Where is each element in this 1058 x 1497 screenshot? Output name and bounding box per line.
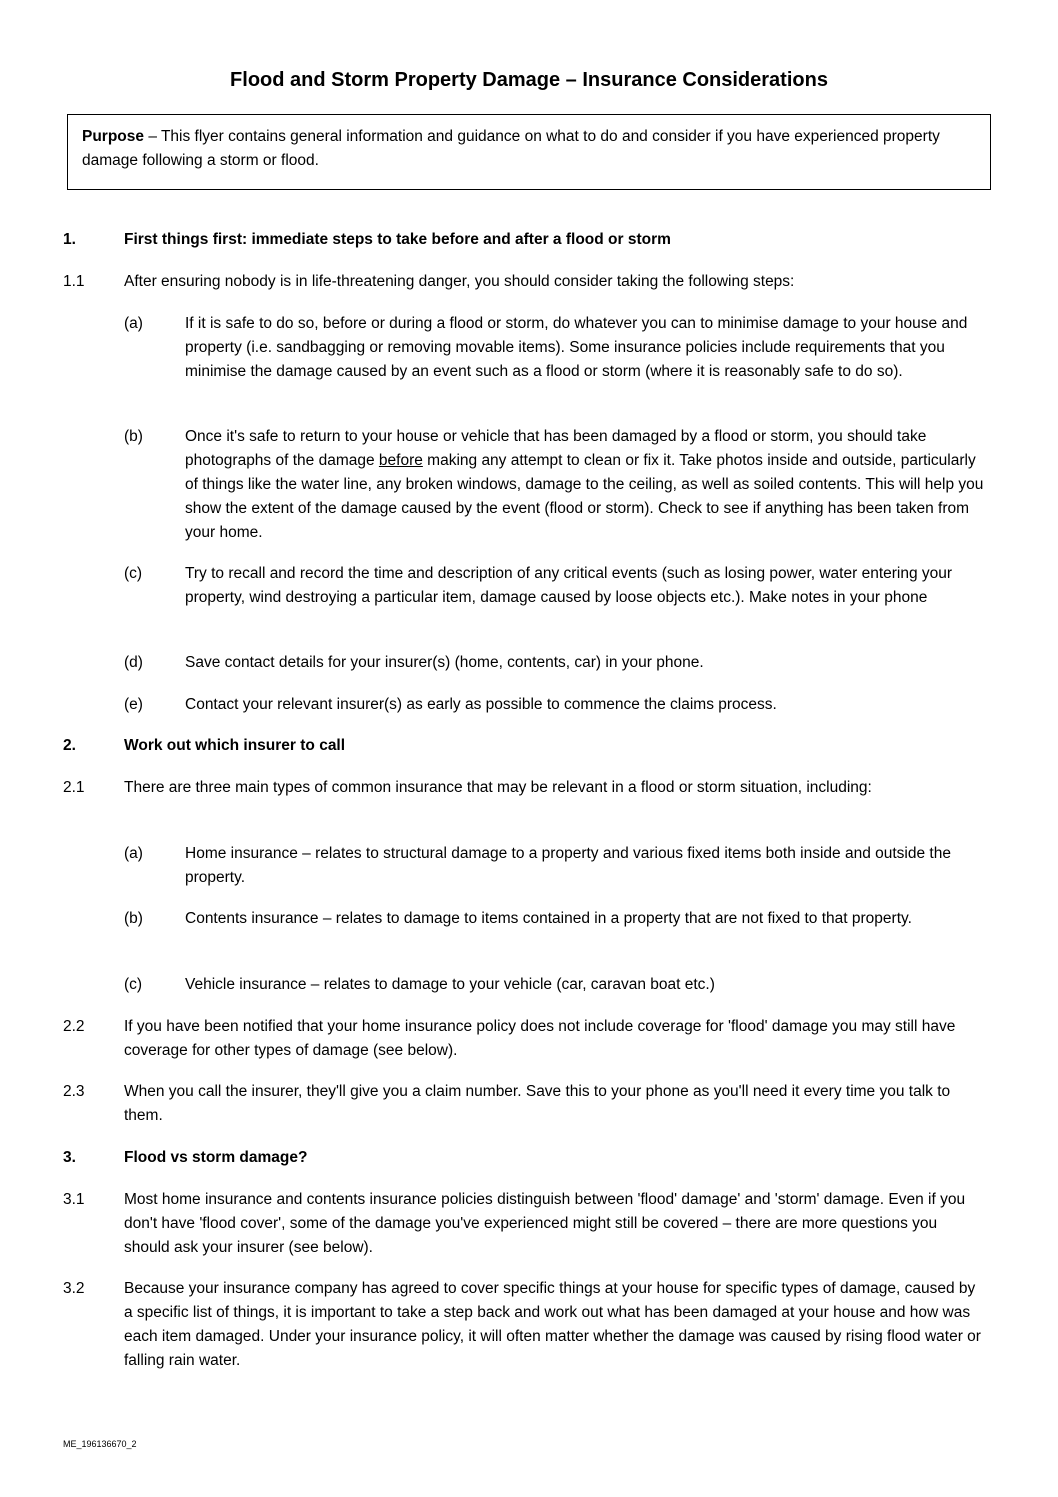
paragraph-number: 2.3 [63, 1083, 85, 1100]
section-title: First things first: immediate steps to take before and after a flood or storm [124, 231, 671, 248]
item-text: Contents insurance – relates to damage to items contained in a property that are not fixed to that property. [185, 910, 912, 927]
item-label: (d) [124, 654, 143, 671]
section-number: 3. [63, 1149, 76, 1166]
paragraph-text: Most home insurance and contents insurance policies distinguish between 'flood' damage' and 'storm' damage. Even if you don't have 'flood cover', some of the damage you've experienced might still be covered – there are more questions you should ask your insurer (see below). [124, 1191, 966, 1256]
item-label: (e) [124, 696, 143, 713]
item-text: Home insurance – relates to structural damage to a property and various fixed items both inside and outside the property. [185, 845, 951, 886]
paragraph-number: 2.1 [63, 779, 85, 796]
item-label: (c) [124, 565, 143, 582]
item-text: Save contact details for your insurer(s) (home, contents, car) in your phone. [185, 654, 704, 671]
paragraph-text: Because your insurance company has agreed to cover specific things at your house for specific types of damage, caused by a specific list of things, it is important to take a step back and work out what has been damaged at your house and how was each item damaged. Under your insurance policy, it will often matter whether the damage was caused by rising flood water or falling rain water. [124, 1280, 981, 1369]
item-label: (b) [124, 428, 143, 445]
paragraph-text: There are three main types of common insurance that may be relevant in a flood or storm situation, including: [124, 779, 872, 796]
purpose-text: – This flyer contains general information and guidance on what to do and consider if you have experienced property damage following a storm or flood. [82, 128, 940, 169]
purpose-label: Purpose [82, 128, 145, 145]
item-label: (b) [124, 910, 143, 927]
paragraph-number: 3.2 [63, 1280, 85, 1297]
item-text: Try to recall and record the time and description of any critical events (such as losing power, water entering your property, wind destroying a particular item, damage caused by loose objects etc.). Make notes in your phone [185, 565, 953, 606]
item-label: (a) [124, 315, 143, 332]
paragraph-number: 1.1 [63, 273, 85, 290]
item-text: Vehicle insurance – relates to damage to your vehicle (car, caravan boat etc.) [185, 976, 715, 993]
underlined-before: before [378, 452, 423, 469]
item-label: (c) [124, 976, 143, 993]
paragraph-text: After ensuring nobody is in life-threatening danger, you should consider taking the following steps: [124, 273, 795, 290]
item-text: Contact your relevant insurer(s) as early as possible to commence the claims process. [185, 696, 777, 713]
section-title: Work out which insurer to call [124, 737, 346, 754]
item-label: (a) [124, 845, 143, 862]
document-reference-footer: ME_196136670_2 [63, 1439, 137, 1449]
item-text: Once it's safe to return to your house or vehicle that has been damaged by a flood or storm, you should take photographs of the damage before making any attempt to clean or fix it. Take photos inside and outside, particularly of things like the water line, any broken windows, damage to the ceiling, as well as soiled contents. This will help you show the extent of the damage caused by the event (flood or storm). Check to see if anything has been taken from your home. [185, 428, 984, 541]
purpose-box [67, 114, 991, 190]
section-number: 2. [63, 737, 76, 754]
paragraph-number: 3.1 [63, 1191, 85, 1208]
paragraph-text: When you call the insurer, they'll give you a claim number. Save this to your phone as you'll need it every time you talk to them. [124, 1083, 951, 1124]
paragraph-text: If you have been notified that your home insurance policy does not include coverage for 'flood' damage you may still have coverage for other types of damage (see below). [124, 1018, 956, 1059]
item-text: If it is safe to do so, before or during a flood or storm, do whatever you can to minimise damage to your house and property (i.e. sandbagging or removing movable items). Some insurance policies include requirements that you minimise the damage caused by an event such as a flood or storm (where it is reasonably safe to do so). [185, 315, 968, 380]
section-title: Flood vs storm damage? [124, 1149, 308, 1166]
paragraph-number: 2.2 [63, 1018, 85, 1035]
document-title: Flood and Storm Property Damage – Insurance Considerations [230, 69, 828, 91]
section-number: 1. [63, 231, 76, 248]
